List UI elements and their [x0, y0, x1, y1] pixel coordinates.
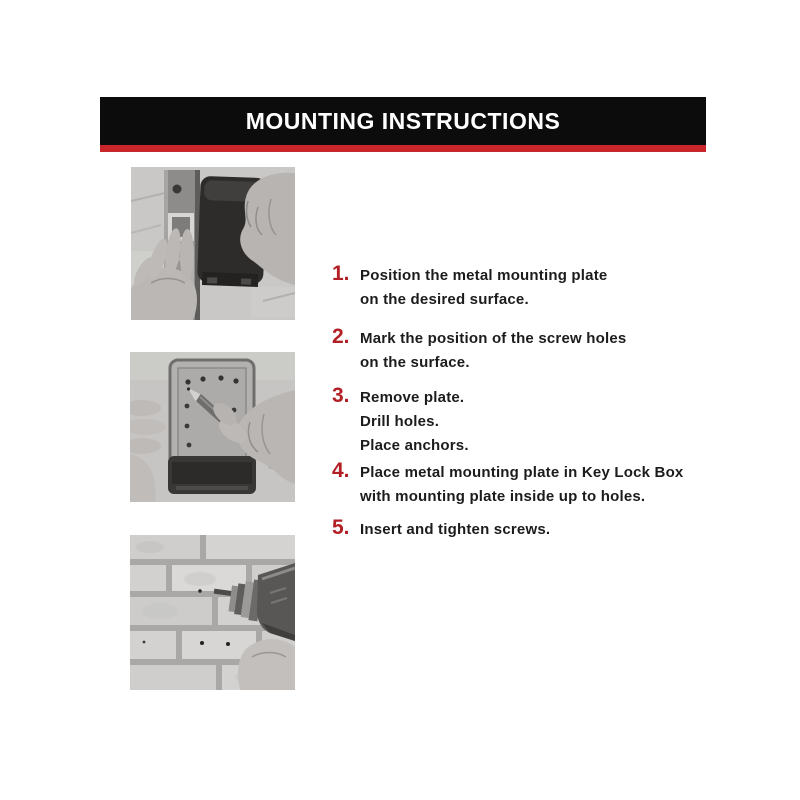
step-3 — [332, 384, 469, 458]
step-text-line: Remove plate. — [360, 389, 465, 406]
step-1 — [332, 262, 607, 312]
step-number: 2. — [332, 325, 350, 348]
step-5 — [332, 516, 550, 542]
position-plate-photo — [131, 167, 295, 320]
position-plate-illustration — [131, 167, 295, 320]
step-text-line: Place anchors. — [360, 437, 469, 454]
header-banner — [100, 97, 706, 152]
header-black-bar — [100, 97, 706, 145]
step-4 — [332, 459, 683, 509]
step-text-line: Position the metal mounting plate — [360, 267, 608, 284]
step-text-line: Mark the position of the screw holes — [360, 330, 627, 347]
step-text-line: Place metal mounting plate in Key Lock Box — [360, 464, 684, 481]
step-text-line: on the surface. — [360, 354, 470, 371]
step-text-line: Drill holes. — [360, 413, 440, 430]
step-number: 4. — [332, 459, 350, 482]
mark-holes-photo — [130, 352, 295, 502]
step-text — [360, 461, 683, 509]
step-2 — [332, 325, 626, 375]
mark-holes-illustration — [130, 352, 295, 502]
page-title: MOUNTING INSTRUCTIONS — [245, 107, 561, 134]
step-text — [360, 518, 550, 542]
header-accent-stripe — [100, 145, 706, 152]
drill-holes-illustration — [130, 535, 295, 690]
step-text-line: with mounting plate inside up to holes. — [360, 488, 646, 505]
step-text-line: Insert and tighten screws. — [360, 521, 551, 538]
step-number: 1. — [332, 262, 350, 285]
drill-holes-photo — [130, 535, 295, 690]
step-number: 5. — [332, 516, 350, 539]
step-text — [360, 327, 626, 375]
step-text — [360, 386, 469, 458]
step-text — [360, 264, 607, 312]
step-number: 3. — [332, 384, 350, 407]
step-text-line: on the desired surface. — [360, 291, 529, 308]
